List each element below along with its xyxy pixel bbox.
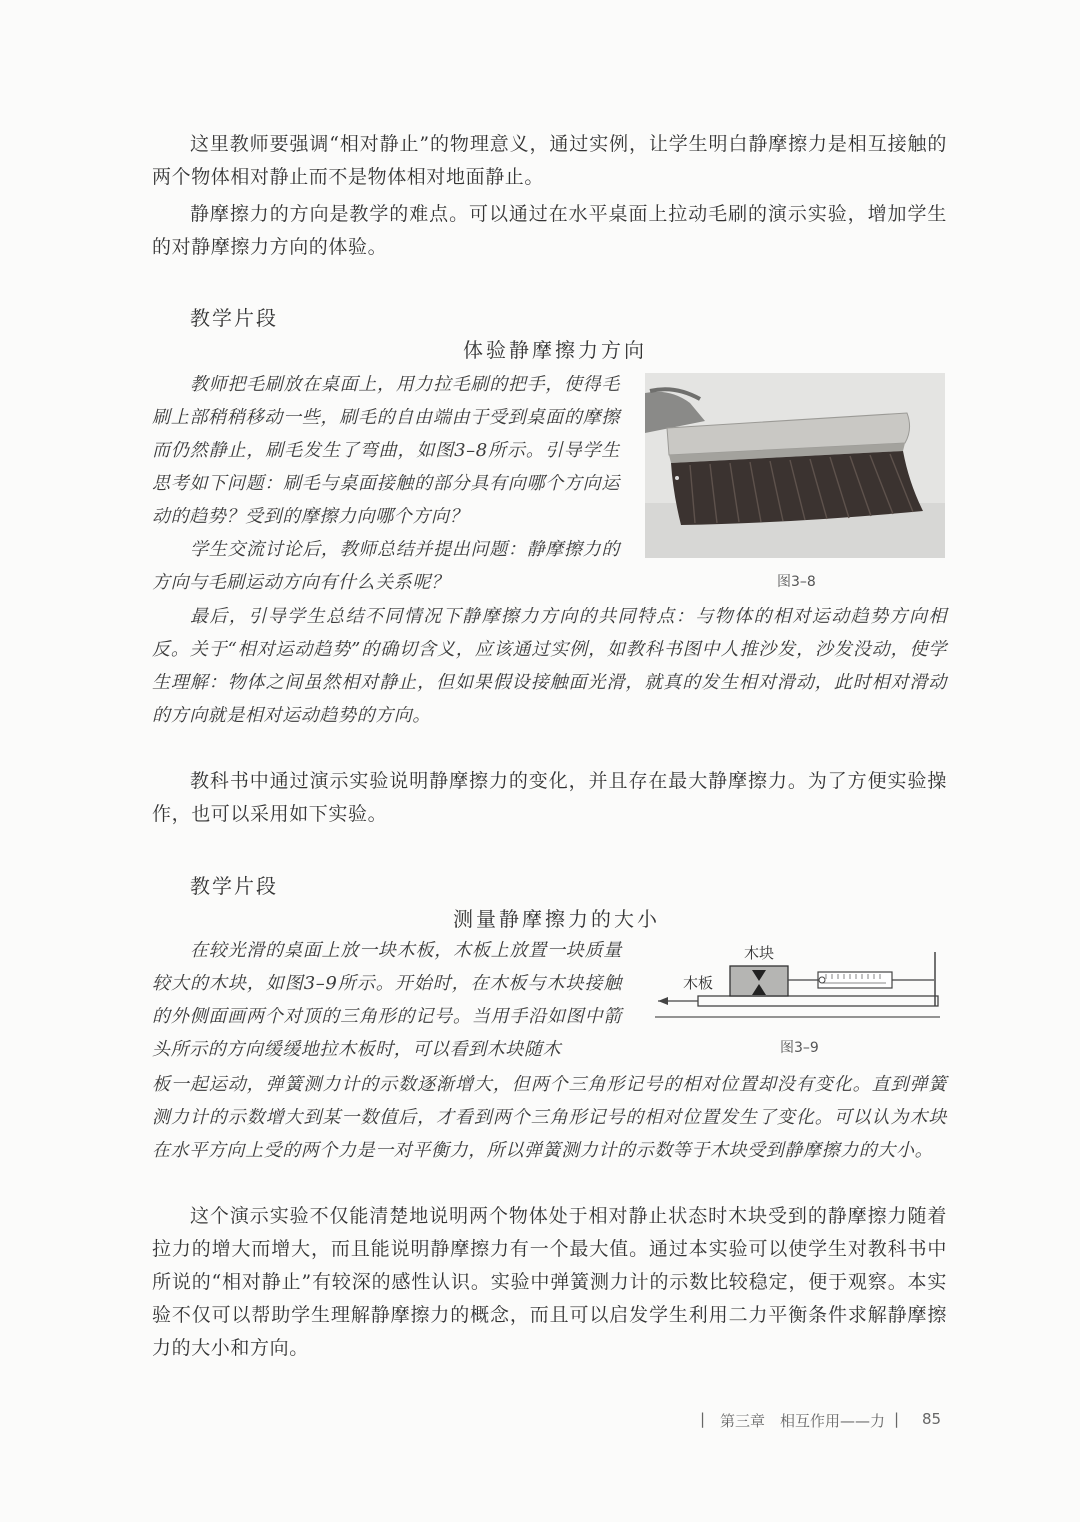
segment-text: 学生交流讨论后，教师总结并提出问题：静摩擦力的方向与毛刷运动方向有什么关系呢？: [152, 539, 620, 593]
segment-text: 板一起运动，弹簧测力计的示数逐渐增大，但两个三角形记号的相对位置却没有变化。直到弹簧测力计的示数增大到某一数值后，才看到两个三角形记号的相对位置发生了变化。可以认为木块在水平方向上受的两个力是一对平衡力，所以弹簧测力计的示数等于木块受到静摩擦力的大小。: [152, 1074, 947, 1161]
segment-label: 教学片段: [190, 306, 278, 330]
page-number: 85: [922, 1410, 942, 1428]
brush-image: [645, 373, 945, 558]
paragraph-relative-rest: 这里教师要强调“相对静止”的物理意义，通过实例，让学生明白静摩擦力是相互接触的两个物体相对静止而不是物体相对地面静止。: [152, 133, 947, 188]
board-label: 木板: [683, 974, 714, 992]
footer-divider: |: [700, 1410, 706, 1428]
paragraph-friction-direction: 静摩擦力的方向是教学的难点。可以通过在水平桌面上拉动毛刷的演示实验，增加学生的对静摩擦力方向的体验。: [152, 203, 947, 258]
segment-title: 测量静摩擦力的大小: [453, 907, 660, 931]
footer-chapter: 第三章: [720, 1412, 766, 1430]
footer-section: 相互作用——力: [780, 1412, 886, 1430]
segment-text: 最后，引导学生总结不同情况下静摩擦力方向的共同特点：与物体的相对运动趋势方向相反。关于“相对运动趋势”的确切含义，应该通过实例，如教科书图中人推沙发，沙发没动，使学生理解：物体之间虽然相对静止，但如果假设接触面光滑，就真的发生相对滑动，此时相对滑动的方向就是相对运动趋势的方向。: [152, 606, 947, 726]
page-footer: [700, 1410, 950, 1434]
segment-label: 教学片段: [190, 874, 278, 898]
block-label: 木块: [744, 944, 775, 962]
segment-title: 体验静摩擦力方向: [463, 338, 647, 362]
segment-text: 在较光滑的桌面上放一块木板，木板上放置一块质量较大的木块，如图3–9所示。开始时，在木板与木块接触的外侧面画两个对顶的三角形的记号。当用手沿如图中箭头所示的方向缓缓地拉木板时，可以看到木块随木: [152, 940, 622, 1060]
figure-caption: 图3–8: [777, 574, 816, 590]
paragraph-conclusion: 这个演示实验不仅能清楚地说明两个物体处于相对静止状态时木块受到的静摩擦力随着拉力的增大而增大，而且能说明静摩擦力有一个最大值。通过本实验可以使学生对教科书中所说的“相对静止”有较深的感性认识。实验中弹簧测力计的示数比较稳定，便于观察。本实验不仅可以帮助学生理解静摩擦力的概念，而且可以启发学生利用二力平衡条件求解静摩擦力的大小和方向。: [152, 1205, 947, 1359]
brush-photo: [645, 373, 945, 558]
figure-caption: 图3–9: [780, 1040, 819, 1056]
paragraph-intro-experiment: 教科书中通过演示实验说明静摩擦力的变化，并且存在最大静摩擦力。为了方便实验操作，也可以采用如下实验。: [152, 770, 947, 825]
footer-divider: |: [894, 1410, 900, 1428]
segment-text: 教师把毛刷放在桌面上，用力拉毛刷的把手，使得毛刷上部稍稍移动一些，刷毛的自由端由于受到桌面的摩擦而仍然静止，刷毛发生了弯曲，如图3–8所示。引导学生思考如下问题：刷毛与桌面接触的部分具有向哪个方向运动的趋势？受到的摩擦力向哪个方向？: [152, 374, 620, 527]
experiment-diagram: [650, 940, 945, 1020]
